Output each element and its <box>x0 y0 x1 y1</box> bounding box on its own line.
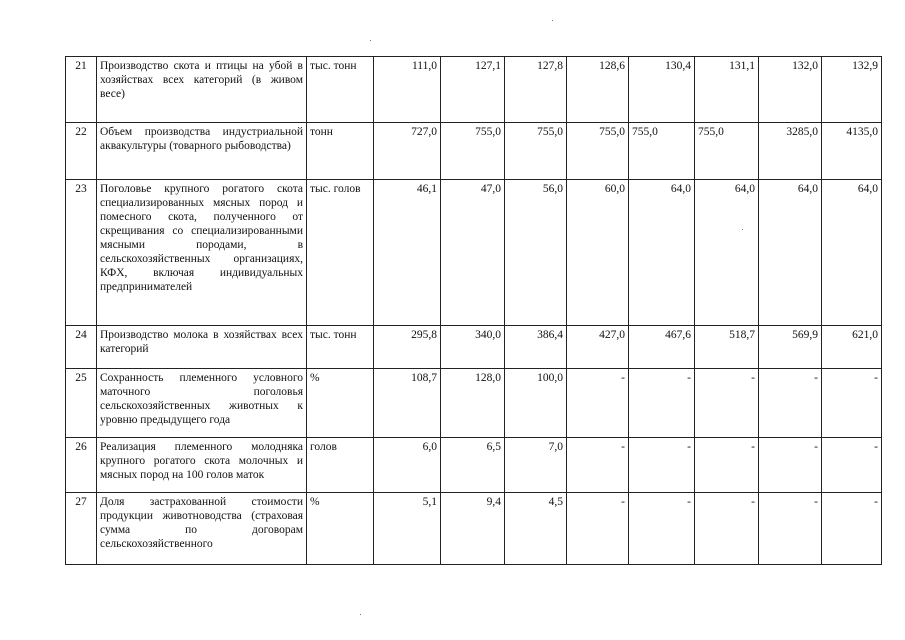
value-cell: 128,6 <box>567 57 629 123</box>
unit-cell: тонн <box>307 123 374 180</box>
value-cell: - <box>695 493 759 565</box>
value-cell: 131,1 <box>695 57 759 123</box>
value-cell: 755,0 <box>567 123 629 180</box>
value-cell: 4,5 <box>505 493 567 565</box>
value-cell: 621,0 <box>822 326 882 369</box>
unit-cell: тыс. голов <box>307 180 374 326</box>
table-row <box>66 123 882 180</box>
value-cell: 64,0 <box>629 180 695 326</box>
value-cell: - <box>822 493 882 565</box>
value-cell: 64,0 <box>759 180 822 326</box>
value-cell: 3285,0 <box>759 123 822 180</box>
indicator-name: Доля застрахованной стоимости продукции животноводства (страховая сумма по договорам сельскохозяйственного <box>97 493 307 565</box>
row-number: 21 <box>66 57 97 123</box>
unit-cell: голов <box>307 438 374 493</box>
value-cell: - <box>695 438 759 493</box>
row-number: 24 <box>66 326 97 369</box>
value-cell: - <box>759 493 822 565</box>
value-cell: 56,0 <box>505 180 567 326</box>
value-cell: - <box>567 493 629 565</box>
table-row <box>66 438 882 493</box>
value-cell: 64,0 <box>695 180 759 326</box>
value-cell: 755,0 <box>505 123 567 180</box>
scan-speck <box>742 229 743 230</box>
indicators-table <box>65 56 882 565</box>
value-cell: 295,8 <box>374 326 441 369</box>
value-cell: - <box>629 369 695 438</box>
value-cell: 60,0 <box>567 180 629 326</box>
value-cell: 518,7 <box>695 326 759 369</box>
value-cell: 108,7 <box>374 369 441 438</box>
value-cell: 340,0 <box>441 326 505 369</box>
scan-speck <box>370 40 371 41</box>
value-cell: 755,0 <box>441 123 505 180</box>
unit-cell: % <box>307 493 374 565</box>
value-cell: - <box>567 369 629 438</box>
value-cell: 130,4 <box>629 57 695 123</box>
unit-cell: тыс. тонн <box>307 57 374 123</box>
value-cell: 4135,0 <box>822 123 882 180</box>
indicator-name: Поголовье крупного рогатого скота специализированных мясных пород и помесного скота, полученного от скрещивания со специализированными мясными породами, в сельскохозяйственных организациях, КФХ, включая индивидуальных предпринимателей <box>97 180 307 326</box>
value-cell: 7,0 <box>505 438 567 493</box>
scan-speck <box>360 614 361 615</box>
table-row <box>66 57 882 123</box>
table-row <box>66 493 882 565</box>
value-cell: 132,9 <box>822 57 882 123</box>
row-number: 23 <box>66 180 97 326</box>
value-cell: 755,0 <box>629 123 695 180</box>
value-cell: - <box>822 438 882 493</box>
value-cell: - <box>629 493 695 565</box>
indicator-name: Производство молока в хозяйствах всех категорий <box>97 326 307 369</box>
indicator-name: Сохранность племенного условного маточного поголовья сельскохозяйственных животных к уровню предыдущего года <box>97 369 307 438</box>
value-cell: - <box>567 438 629 493</box>
row-number: 22 <box>66 123 97 180</box>
value-cell: 47,0 <box>441 180 505 326</box>
value-cell: 427,0 <box>567 326 629 369</box>
scan-speck <box>552 20 553 21</box>
value-cell: 100,0 <box>505 369 567 438</box>
value-cell: 6,5 <box>441 438 505 493</box>
indicator-name: Производство скота и птицы на убой в хозяйствах всех категорий (в живом весе) <box>97 57 307 123</box>
value-cell: 386,4 <box>505 326 567 369</box>
table-row <box>66 180 882 326</box>
row-number: 25 <box>66 369 97 438</box>
value-cell: 727,0 <box>374 123 441 180</box>
value-cell: 467,6 <box>629 326 695 369</box>
value-cell: 127,8 <box>505 57 567 123</box>
value-cell: - <box>695 369 759 438</box>
value-cell: 6,0 <box>374 438 441 493</box>
table-row <box>66 369 882 438</box>
value-cell: 64,0 <box>822 180 882 326</box>
value-cell: 132,0 <box>759 57 822 123</box>
value-cell: - <box>759 438 822 493</box>
value-cell: 46,1 <box>374 180 441 326</box>
value-cell: 128,0 <box>441 369 505 438</box>
unit-cell: тыс. тонн <box>307 326 374 369</box>
value-cell: - <box>759 369 822 438</box>
value-cell: 5,1 <box>374 493 441 565</box>
row-number: 26 <box>66 438 97 493</box>
value-cell: - <box>822 369 882 438</box>
value-cell: - <box>629 438 695 493</box>
value-cell: 111,0 <box>374 57 441 123</box>
value-cell: 127,1 <box>441 57 505 123</box>
row-number: 27 <box>66 493 97 565</box>
value-cell: 755,0 <box>695 123 759 180</box>
unit-cell: % <box>307 369 374 438</box>
indicator-name: Объем производства индустриальной аквакультуры (товарного рыбоводства) <box>97 123 307 180</box>
value-cell: 9,4 <box>441 493 505 565</box>
table-row <box>66 326 882 369</box>
indicator-name: Реализация племенного молодняка крупного рогатого скота молочных и мясных пород на 100 голов маток <box>97 438 307 493</box>
value-cell: 569,9 <box>759 326 822 369</box>
